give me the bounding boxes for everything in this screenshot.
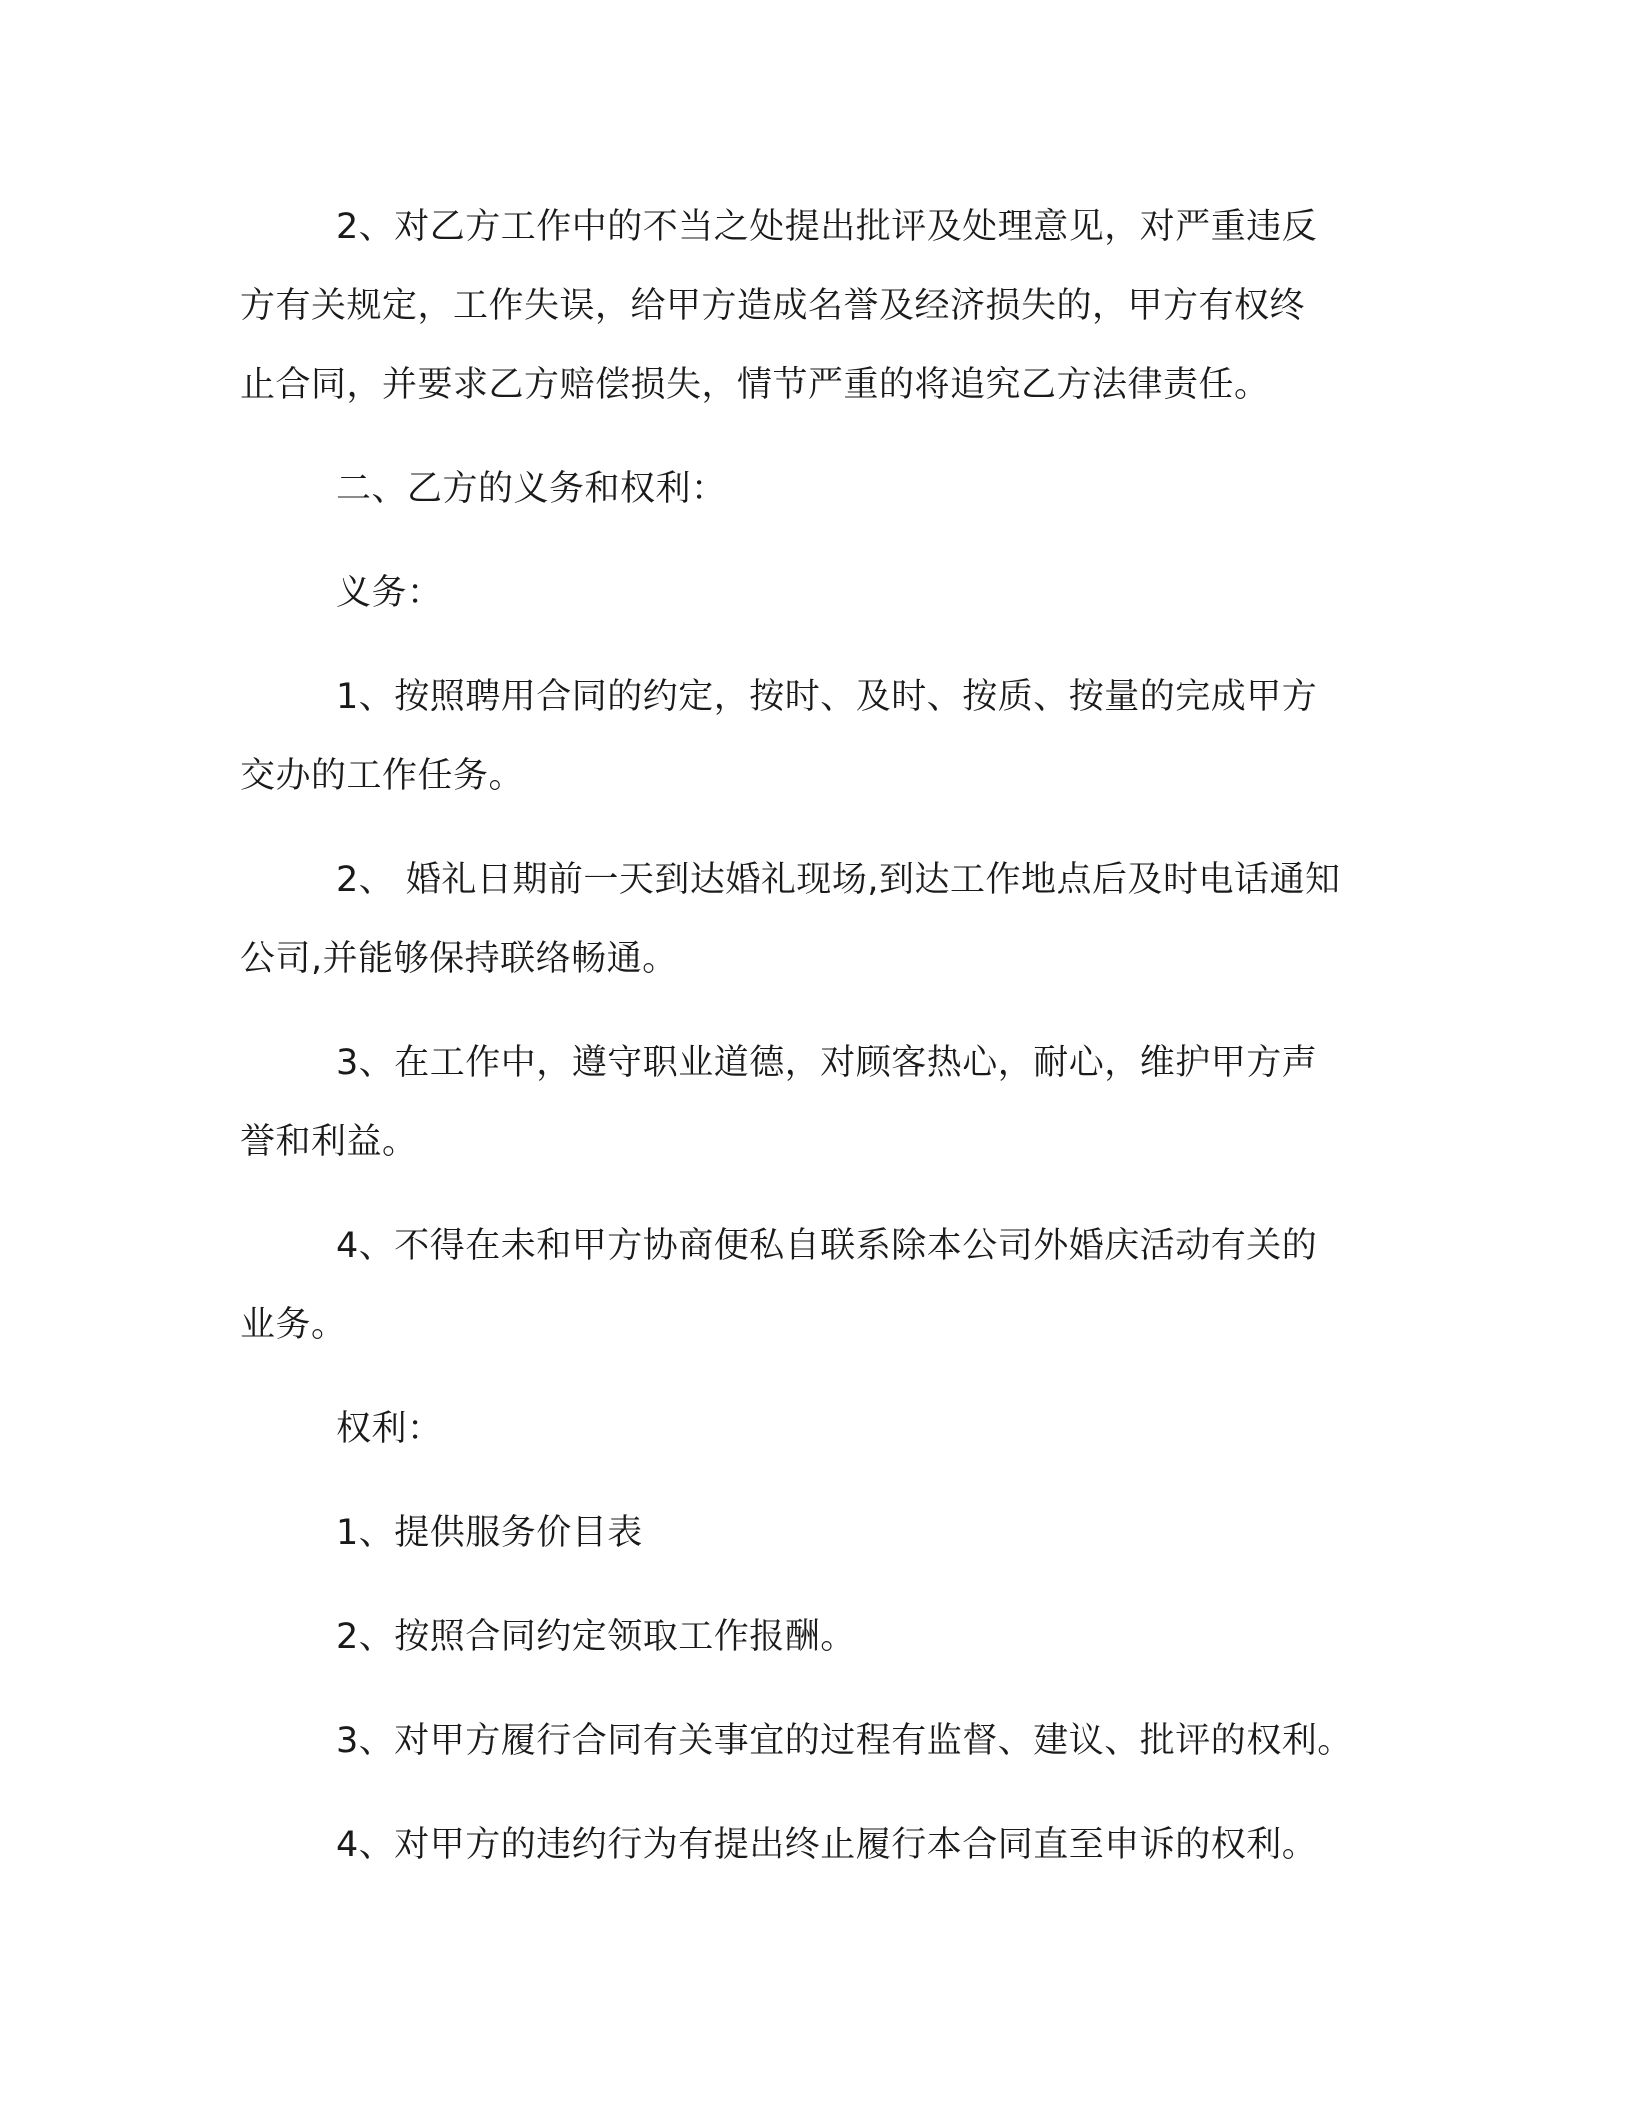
text-line: 2、按照合同约定领取工作报酬。	[336, 1617, 856, 1657]
text-line: 二、乙方的义务和权利：	[336, 469, 727, 509]
text-line: 业务。	[240, 1305, 347, 1345]
obligation-item-3	[240, 1024, 1390, 1182]
text-line: 1、按照聘用合同的约定，按时、及时、按质、按量的完成甲方	[336, 677, 1318, 717]
text-line: 2、对乙方工作中的不当之处提出批评及处理意见，对严重违反	[336, 207, 1318, 247]
obligation-item-4	[240, 1207, 1390, 1365]
text-line: 誉和利益。	[240, 1122, 418, 1162]
subheading-obligations	[240, 554, 1390, 633]
obligation-item-2	[240, 841, 1390, 999]
text-line: 4、不得在未和甲方协商便私自联系除本公司外婚庆活动有关的	[336, 1226, 1318, 1266]
paragraph-termination-clause	[240, 188, 1390, 425]
right-item-1	[240, 1494, 1390, 1573]
text-line: 1、提供服务价目表	[336, 1513, 643, 1553]
right-item-3	[240, 1702, 1390, 1781]
text-line: 2、 婚礼日期前一天到达婚礼现场,到达工作地点后及时电话通知	[336, 860, 1341, 900]
text-line: 权利：	[336, 1409, 443, 1449]
obligation-item-1	[240, 658, 1390, 816]
text-line: 止合同，并要求乙方赔偿损失，情节严重的将追究乙方法律责任。	[240, 365, 1270, 405]
subheading-rights	[240, 1390, 1390, 1469]
right-item-2	[240, 1598, 1390, 1677]
text-line: 3、在工作中，遵守职业道德，对顾客热心，耐心，维护甲方声	[336, 1043, 1318, 1083]
section-heading-party-b	[240, 450, 1390, 529]
text-line: 交办的工作任务。	[240, 756, 525, 796]
text-line: 4、对甲方的违约行为有提出终止履行本合同直至申诉的权利。	[336, 1825, 1318, 1865]
text-line: 3、对甲方履行合同有关事宜的过程有监督、建议、批评的权利。	[336, 1721, 1353, 1761]
right-item-4	[240, 1806, 1390, 1885]
text-line: 公司,并能够保持联络畅通。	[240, 939, 678, 979]
document-body	[240, 188, 1390, 1910]
text-line: 方有关规定，工作失误，给甲方造成名誉及经济损失的，甲方有权终	[240, 286, 1306, 326]
text-line: 义务：	[336, 573, 443, 613]
